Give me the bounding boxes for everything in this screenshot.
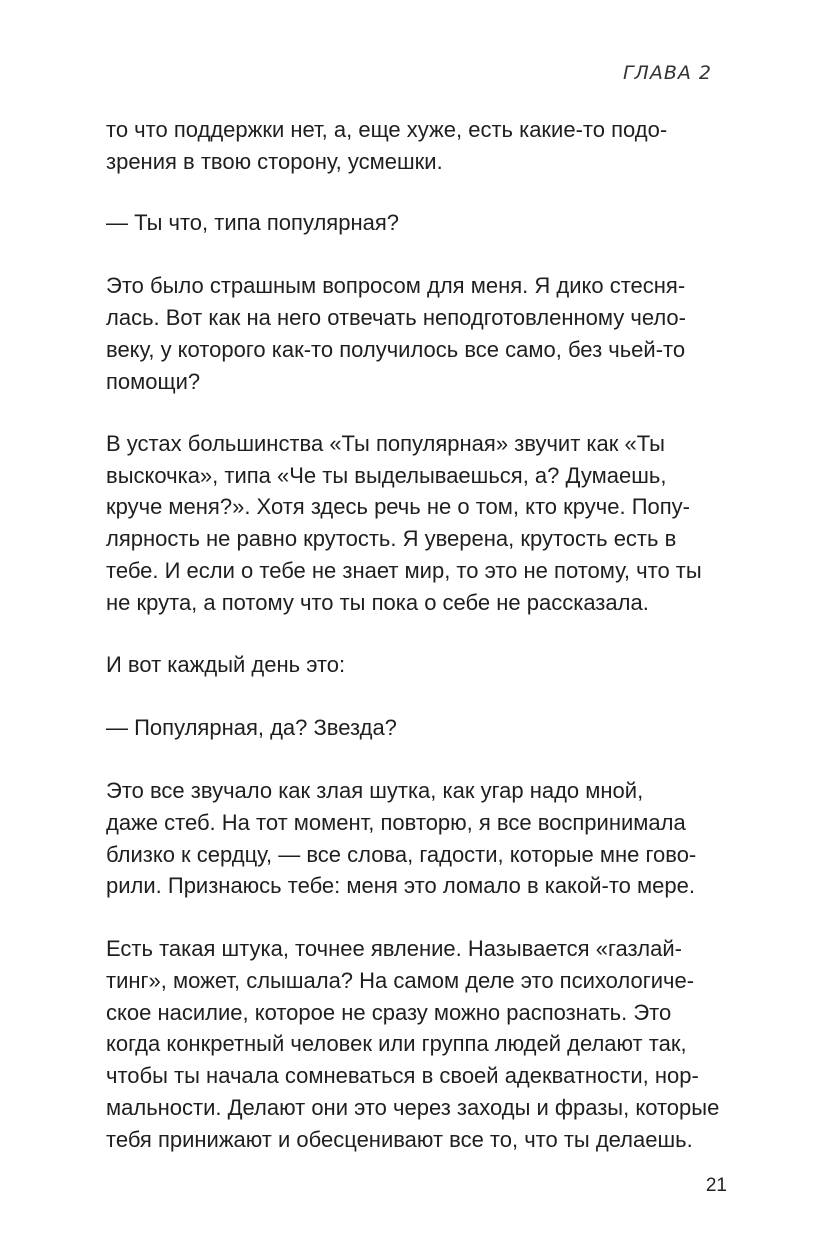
text-line: веку, у которого как-то получилось все само, без чьей-то bbox=[106, 337, 686, 362]
dialogue-line: — Популярная, да? Звезда? bbox=[106, 715, 397, 740]
text-line: тинг», может, слышала? На самом деле это психологиче- bbox=[106, 968, 695, 993]
text-line: лась. Вот как на него отвечать неподготовленному чело- bbox=[106, 305, 686, 330]
text-line: И вот каждый день это: bbox=[106, 652, 346, 677]
text-line: то что поддержки нет, а, еще хуже, есть какие-то подо- bbox=[106, 117, 668, 142]
text-line: мальности. Делают они это через заходы и фразы, которые bbox=[106, 1095, 720, 1120]
text-line: помощи? bbox=[106, 369, 201, 394]
text-line: круче меня?». Хотя здесь речь не о том, кто круче. Попу- bbox=[106, 494, 690, 519]
text-line: зрения в твою сторону, усмешки. bbox=[106, 149, 443, 174]
text-line: ское насилие, которое не сразу можно распознать. Это bbox=[106, 1000, 672, 1025]
text-line: Это все звучало как злая шутка, как угар надо мной, bbox=[106, 778, 644, 803]
page-number: 21 bbox=[705, 1175, 727, 1196]
text-line: тебе. И если о тебе не знает мир, то это не потому, что ты bbox=[106, 558, 702, 583]
text-line: лярность не равно крутость. Я уверена, крутость есть в bbox=[106, 526, 677, 551]
chapter-header: ГЛАВА 2 bbox=[622, 62, 712, 84]
text-line: не крута, а потому что ты пока о себе не рассказала. bbox=[106, 590, 649, 615]
text-line: чтобы ты начала сомневаться в своей адекватности, нор- bbox=[106, 1063, 699, 1088]
text-line: Есть такая штука, точнее явление. Называется «газлай- bbox=[106, 936, 682, 961]
text-line: рили. Признаюсь тебе: меня это ломало в какой-то мере. bbox=[106, 873, 695, 898]
text-line: когда конкретный человек или группа людей делают так, bbox=[106, 1031, 687, 1056]
text-line: даже стеб. На тот момент, повторю, я все воспринимала bbox=[106, 810, 686, 835]
text-line: выскочка», типа «Че ты выделываешься, а? Думаешь, bbox=[106, 463, 667, 488]
text-line: тебя принижают и обесценивают все то, что ты делаешь. bbox=[106, 1127, 693, 1152]
text-line: близко к сердцу, — все слова, гадости, которые мне гово- bbox=[106, 842, 697, 867]
text-line: Это было страшным вопросом для меня. Я дико стесня- bbox=[106, 273, 686, 298]
text-line: В устах большинства «Ты популярная» звучит как «Ты bbox=[106, 431, 665, 456]
dialogue-line: — Ты что, типа популярная? bbox=[106, 210, 399, 235]
